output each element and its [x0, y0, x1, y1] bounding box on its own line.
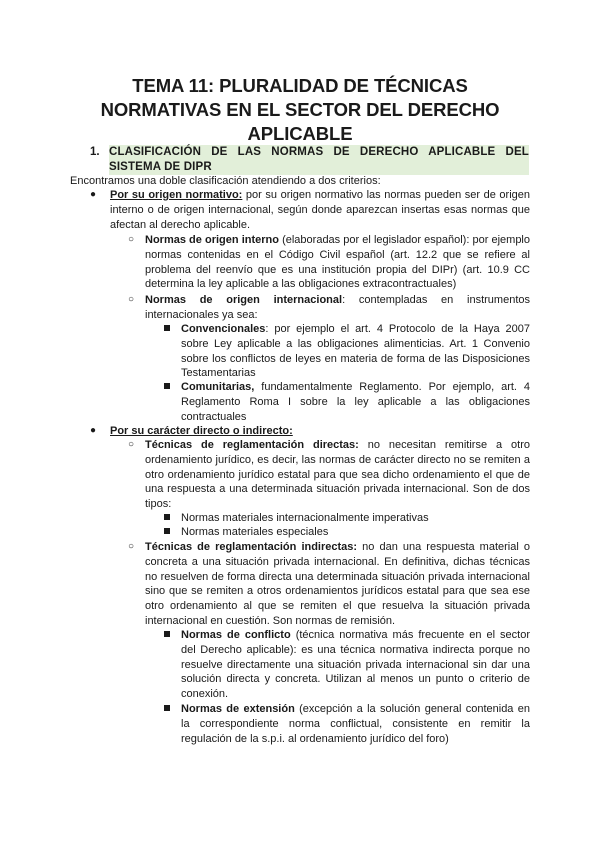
item-text: (elaboradas por el legislador español): por ejemplo normas contenidas en el Código Civil español (art. 12.2 que se refiere al problema del reenvío que es una institución propia del DIPr) (art. 10.9 CC determina la ley aplicable a las obligaciones extracontractuales) [145, 234, 530, 291]
bullet-dot-icon: ● [90, 189, 97, 200]
list-item-tipo-directa: Normas materiales especiales [181, 526, 329, 538]
list-item-normas-conflicto [181, 628, 530, 702]
criterion-label: Por su carácter directo o indirecto: [110, 425, 293, 437]
item-label: Normas de origen internacional [145, 294, 343, 306]
bullet-square-icon [164, 628, 170, 643]
bullet-circle-icon: ○ [128, 541, 135, 552]
section-title: CLASIFICACIÓN DE LAS NORMAS DE DERECHO APLICABLE DEL SISTEMA DE DIPR [109, 146, 529, 173]
item-label: Comunitarias, [181, 381, 255, 393]
list-item-origen-internacional [145, 293, 530, 323]
item-text: no necesitan remitirse a otro ordenamiento jurídico, es decir, las normas de carácter directo no se remiten a otro ordenamiento jurídico estatal para que sea dicho ordenamiento el que de una respuesta a una determinada situación privada internacional. Son de dos tipos: [145, 439, 530, 511]
bullet-circle-icon: ○ [128, 294, 135, 305]
item-label: Técnicas de reglamentación directas: [145, 439, 359, 451]
criterion-label: Por su origen normativo: [110, 189, 243, 201]
criterion-text: por su origen normativo las normas pueden ser de origen interno o de origen internacional, según donde aparezcan insertas esas normas que afectan al derecho aplicable. [110, 189, 530, 231]
bullet-square-icon [164, 511, 170, 526]
list-item-convencionales [181, 322, 530, 381]
list-item-indirectas [145, 540, 530, 629]
list-item-tipo-directa: Normas materiales internacionalmente imperativas [181, 512, 429, 524]
item-label: Normas de extensión [181, 703, 295, 715]
intro-paragraph: Encontramos una doble clasificación atendiendo a dos criterios: [70, 175, 381, 187]
bullet-square-icon [164, 525, 170, 540]
item-label: Convencionales [181, 323, 266, 335]
page-title: TEMA 11: PLURALIDAD DE TÉCNICAS NORMATIVAS EN EL SECTOR DEL DERECHO APLICABLE [100, 75, 500, 144]
bullet-circle-icon: ○ [128, 439, 135, 450]
bullet-dot-icon: ● [90, 425, 97, 436]
item-label: Normas de conflicto [181, 629, 291, 641]
item-text: : contempladas en instrumentos internacionales ya sea: [145, 294, 530, 321]
bullet-circle-icon: ○ [128, 234, 135, 245]
bullet-square-icon [164, 702, 170, 717]
item-text: : por ejemplo el art. 4 Protocolo de la Haya 2007 sobre Ley aplicable a las obligaciones alimenticias. Art. 1 Convenio sobre los conflictos de leyes en materia de forma de las Disposiciones Testamentarias [181, 323, 530, 380]
item-label: Técnicas de reglamentación indirectas: [145, 541, 358, 553]
list-item-directas [145, 438, 530, 512]
item-text: fundamentalmente Reglamento. Por ejemplo, art. 4 Reglamento Roma I sobre la ley aplicable a las obligaciones contractuales [181, 381, 530, 423]
section-number: 1. [90, 146, 100, 158]
item-text: no dan una respuesta material o concreta a una situación privada internacional. En definitiva, dichas técnicas no resuelven de forma directa una determinada situación privada internacional sino que se remiten a otros ordenamientos jurídicos estatal para que sea ese otro ordenamiento al que se remiten el que resuelva la situación privada internacional en cuestión. Son normas de remisión. [145, 541, 530, 627]
bullet-square-icon [164, 322, 170, 337]
list-item-comunitarias [181, 380, 530, 424]
list-item-origen-normativo [110, 188, 530, 232]
item-text: (técnica normativa más frecuente en el sector del Derecho aplicable): es una técnica normativa indirecta porque no resuelve directamente una situación privada internacional sin dar una solución directa y concreta. Utilizan al menos un punto o criterio de conexión. [181, 629, 530, 701]
item-text: (excepción a la solución general contenida en la correspondiente norma conflictual, consistente en remitir la regulación de la s.p.i. al ordenamiento jurídico del foro) [181, 703, 530, 745]
list-item-caracter [110, 424, 530, 439]
list-item-normas-extension [181, 702, 530, 746]
list-item-origen-interno [145, 233, 530, 292]
bullet-square-icon [164, 380, 170, 395]
item-label: Normas de origen interno [145, 234, 279, 246]
